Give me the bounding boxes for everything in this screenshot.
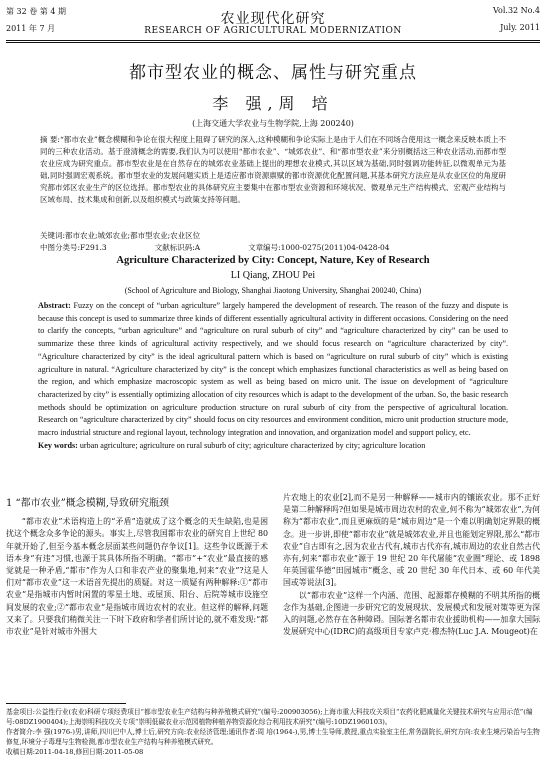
footnote-rule — [6, 703, 126, 704]
article-authors-en: LI Qiang, ZHOU Pei — [230, 270, 316, 281]
article-affiliation-en: (School of Agriculture and Biology, Shanghai Jiaotong University, Shanghai 200240, China) — [124, 286, 422, 295]
body-paragraph: 以“都市农业”这样一个内涵、范围、起源都存模糊的不明其所指的概念作为基础,企图进一步研究它的发展现状、发展模式和发展对策等更为深入的问题,必然存在各种障碍。国际著名都市农业援助机构——加拿大国际发展研究中心(IDRC)的高级项目专家卢克·穆杰特(Luc J.A. Mougeot)在 — [283, 590, 540, 637]
header-rule — [6, 40, 540, 41]
journal-title-cn: 农业现代化研究 — [220, 11, 326, 27]
date-en: July. 2011 — [500, 23, 540, 32]
abstract-en — [38, 300, 508, 452]
abstract-en-text: Fuzzy on the concept of “urban agriculture” largely hampered the development of research. The reason of the fuzzy and dispute is because this concept is used to summarize three kinds of different essentially agricultural activity in different occasions. Considering on the need to clarify the concepts, “urban agriculture” and “agriculture on rural suburb of city” and “agriculture characterized by city” can be used to summarize these three kinds of agricultural activity respectively, and we should focus research on “agriculture characterized by city”. “Agriculture characterized by city” is the ideal agricultural pattern which is based on “agriculture on rural suburb of city” which is existing agriculture in natural. “Agriculture characterized by city” is the concept which emphasizes functional characteristics as well as being based on the region, and which emphasize macroscopic system as well as being based on micro unit. The issue on development of “agriculture characterized by city” is essentially optimizing allocation of city resources which is adapt to the development of the urban. So, the basic research methods should be optimization on agriculture production structure on rural suburb of city from the perspective of agricultural location. Research on “agriculture characterized by city” should focus on city resources and environment condition, micro unit production structure mode, macro industrial structure and regional layout, technology integration and innovation, and organization model and support policy, etc. — [38, 301, 508, 438]
classification-line — [40, 242, 506, 253]
document-code: 文献标识码:A — [154, 243, 201, 252]
body-paragraph: “都市农业”术语构造上的“矛盾”造就成了这个概念的天生缺陷,也是困扰这个概念众多争论的源头。事实上,尽管我国都市农业的研究自上世纪 80 年就开始了,但至今基本概念层面某些问题仍存争议[1]。这些争议既源于术语本身“有违”习惯,也源于其具体所指不明确。“都市”+“农业”最直接的感觉就是一种矛盾,“都市”作为人口和非农产业的聚集地,何来“农业”?这是人们对“都市农业”这一术语首先提出的质疑。对这一质疑有两种解释:①“都市农业”是指城市内暂时闲置的零星土地、或屋顶、阳台、后院等城市设施空间发展的农业;②“都市农业”是指城市周边农村的农业。但这样的解释,问题又来了。只要我们稍微关注一下时下政府和学者们所讨论的,就不难发现:“都市农业”是针对城市外围大 — [6, 517, 268, 637]
running-header — [6, 6, 540, 40]
article-title-en: Agriculture Characterized by City: Concept, Nature, Key of Research — [116, 255, 430, 266]
issue-date: 2011 年 7 月 — [6, 24, 56, 33]
article-number: 文章编号:1000-0275(2011)04-0428-04 — [248, 243, 390, 252]
body-column-right — [283, 492, 540, 638]
article-authors: 李 强,周 培 — [212, 94, 334, 113]
volume-issue: 第 32 卷 第 4 期 — [6, 7, 66, 16]
abstract-cn: 摘 要:“都市农业”概念模糊和争论在很大程度上阻碍了研究的深入,这种模糊和争论实际上是由于人们在不同场合使用这一概念来反映本质上不同的三种农业活动。基于澄清概念的需要,我们认为可以使用“都市农业”、“城郊农业”、和“都市型农业”来分别概括这三种农业活动,而都市型农业应成为研究重点。都市型农业是在自然存在的城郊农业基础上提出的理想农业模式,其以区域为基础,同时强调功能转征,以微观单元为基础,同时强调宏观系统。都市型农业的发展问题实质上是适应都市资源禀赋的都市资源优化配置问题,其基本研究方法应是从农业区位的角度研究都市郊区农业生产的区位选择。都市型农业的具体研究应主要集中在都市型农业资源和环境状况、微观单元生产结构模式、宏观产业结构与区域布局、技术集成和创新,以及组织模式与政策支持等问题。 — [40, 135, 506, 204]
abstract-en-label: Abstract: — [38, 301, 71, 310]
footnote-funding: 基金项目:公益性行业(农业)科研专项经费项目“都市型农业生产结构与种养殖模式研究”(编号:200903056);上海市重大科技攻关项目“农药化肥减量化关键技术研究与应用示范”(编号:08DZ1900404);上海崇明科技攻关专项“崇明低碳农业示范园植物种植养物资源化综合利用技术研究”(编号:10DZ1960103)。 — [6, 708, 533, 726]
footnote-dates: 收稿日期:2011-04-18,修回日期:2011-05-08 — [6, 748, 144, 756]
section-heading: 1 “都市农业”概念模糊,导致研究瓶颈 — [6, 498, 169, 509]
volume-en: Vol.32 No.4 — [493, 6, 540, 15]
body-column-left — [6, 498, 268, 638]
footnote-author-bio: 作者简介:李 强(1976-)男,讲师,四川巴中人,博士后,研究方向:农业经济管理;通讯作者:周 培(1964-),男,博士生导师,教授,重点实验室主任,常务副院长,研究方向:农业生境污染治与生物修复,环境分子毒理与生物检测,都市型农业生产结构与种养殖模式研究。 — [6, 728, 540, 746]
body-paragraph: 片农地上的农业[2],而不是另一种解释——城市内的镶嵌农业。那不正好是第二种解释吗?但如果是城市周边农村的农业,何不称为“城郊农业”,为何称为“都市农业”,而且更麻烦的是“城市周边”是一个难以明确划定界限的概念。进一步讲,即使“都市农业”就是城郊农业,并且也能划定界限,那么“都市农业”自古即有之,因为农业古代有,城市古代亦有,城市周边的农业自然古代亦有,何来“都市农业”源于 19 世纪 20 年代屠能“农业圈”理论、或 1898 年英国霍华德“田园城市”概念、或 20 世纪 30 年代日本、或 60 年代美国或等说法[3]。 — [283, 493, 540, 588]
article-affiliation: (上海交通大学农业与生物学院,上海 200240) — [192, 119, 354, 128]
keywords-en-label: Key words: — [38, 440, 78, 450]
clc-number: 中图分类号:F291.3 — [40, 243, 107, 252]
article-title: 都市型农业的概念、属性与研究重点 — [129, 63, 417, 83]
header-rule-double — [6, 42, 540, 43]
journal-title-en: RESEARCH OF AGRICULTURAL MODERNIZATION — [144, 26, 402, 36]
keywords-cn: 关键词:都市农业;城郊农业;都市型农业;农业区位 — [40, 231, 201, 240]
footnotes — [6, 707, 540, 757]
keywords-en-text: urban agriculture; agriculture on rural suburb of city; agriculture characterized by city; agriculture location — [79, 440, 426, 450]
